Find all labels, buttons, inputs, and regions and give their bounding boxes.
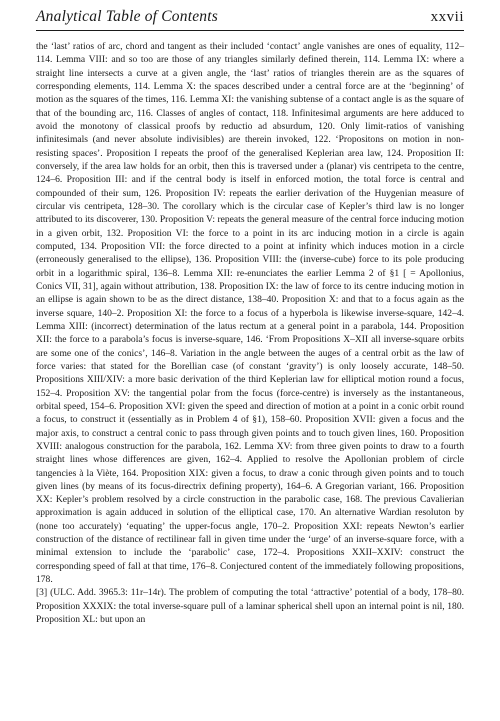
running-title: Analytical Table of Contents [36, 8, 218, 25]
page [36, 8, 464, 626]
page-number: xxvii [430, 9, 464, 25]
running-header [36, 8, 464, 31]
paragraph: [3] (ULC. Add. 3965.3: 11r–14r). The problem of computing the total ‘attractive’ potential of a body, 178–80. Proposition XXXIX: the total inverse-square pull of a laminar spherical shell upon an internal point is nil, 180. Proposition XL: but upon an [36, 587, 464, 626]
paragraph: the ‘last’ ratios of arc, chord and tangent as their included ‘contact’ angle vanishes are ones of equality, 112–114. Lemma VIII: and so too are those of any triangles similarly defined therein, 114. Lemma IX: where a straight line intersects a curve at a given angle, the ‘last’ ratios of triangles therein are as the squares of corresponding elements, 114. Lemma X: the spaces described under a central force are at the ‘beginning’ of motion as the squares of the times, 116. Lemma XI: the vanishing subtense of a contact angle is as the square of that of the bounding arc, 116. Classes of angles of contact, 118. Infinitesimal arguments are here adduced to avoid the monotony of classical proofs by reductio ad absurdum, 120. Only limit-ratios of vanishing infinitesimals (and never absolute indivisibles) are therein invoked, 122. ‘Propositons on motion in non-resisting spaces’. Proposition I repeats the proof of the generalised Keplerian area law, 124. Proposition II: conversely, if the area law holds for an orbit, then this is traversed under a (planar) vis centripeta to the centre, 124–6. Proposition III: and if the central body is itself in enforced motion, the total force is central and compounded of their sum, 126. Proposition IV: repeats the earlier derivation of the Huygenian measure of circular vis centripeta, 128–30. The corollary which is the circular case of Kepler’s third law is no longer attributed to its discoverer, 130. Proposition V: repeats the general measure of the central force inducing motion in a given orbit, 132. Proposition VI: the force to a point in its arc inducing motion in a circle is again computed, 134. Proposition VII: the force directed to a point at infinity which induces motion in a circle (erroneously generalised to the ellipse), 136. Proposition VIII: the (inverse-cube) force to its pole producing orbit in a logarithmic spiral, 136–8. Lemma XII: re-enunciates the earlier Lemma 2 of §1 [ = Apollonius, Conics VII, 31], again without attribution, 138. Proposition IX: the law of force to its centre inducing motion in an ellipse is again shown to be as the direct distance, 138–40. Proposition X: and that to a focus again as the inverse square, 140–2. Proposition XI: the force to a focus of a hyperbola is likewise inverse-square, 142–4. Lemma XIII: (incorrect) determination of the latus rectum at a general point in a parabola, 144. Proposition XII: the force to a parabola’s focus is inverse-square, 146. ‘From Propositions X–XII all inverse-square orbits are some one of the conics’, 146–8. Variation in the angle between the auges of a central orbit as the law of force varies: that stated for the Borellian case (of constant ‘gravity’) is only loosely accurate, 148–50. Propositions XIII/XIV: a more basic derivation of the third Keplerian law for elliptical motion round a focus, 152–4. Proposition XV: the tangential polar from the focus (force-centre) is inversely as the instantaneous, orbital speed, 154–6. Proposition XVI: given the speed and direction of motion at a point in a conic orbit round a focus, to construct it (essentially as in Problem 4 of §1), 158–60. Proposition XVII: given a focus and the major axis, to construct a central conic to pass through given points and to touch given lines, 160. Proposition XVIII: analogous construction for the parabola, 162. Lemma XV: from three given points to draw to a fourth straight lines whose differences are given, 162–4. Applied to resolve the Apollonian problem of circle tangencies à la Viète, 164. Proposition XIX: given a focus, to draw a conic through given points and to touch given lines (by means of its focus-directrix defining property), 164–6. A Gregorian variant, 166. Proposition XX: Kepler’s problem resolved by a circle construction in the parabolic case, 168. The previous Cavalierian approximation is again adduced in solution of the elliptical case, 170. An alternative Wardian resoluton by (none too accurately) ‘equating’ the upper-focus angle, 170–2. Proposition XXI: repeats Newton’s earlier construction of the distance of rectilinear fall in given time under the ‘urge’ of an inverse-square force, with a minimal extension to include the ‘parabolic’ case, 172–4. Propositions XXII–XXIV: construct the corresponding speed of fall at that time, 176–8. Conjectured content of the immediately following propositions, 178. [36, 41, 464, 586]
body-text [36, 40, 464, 626]
